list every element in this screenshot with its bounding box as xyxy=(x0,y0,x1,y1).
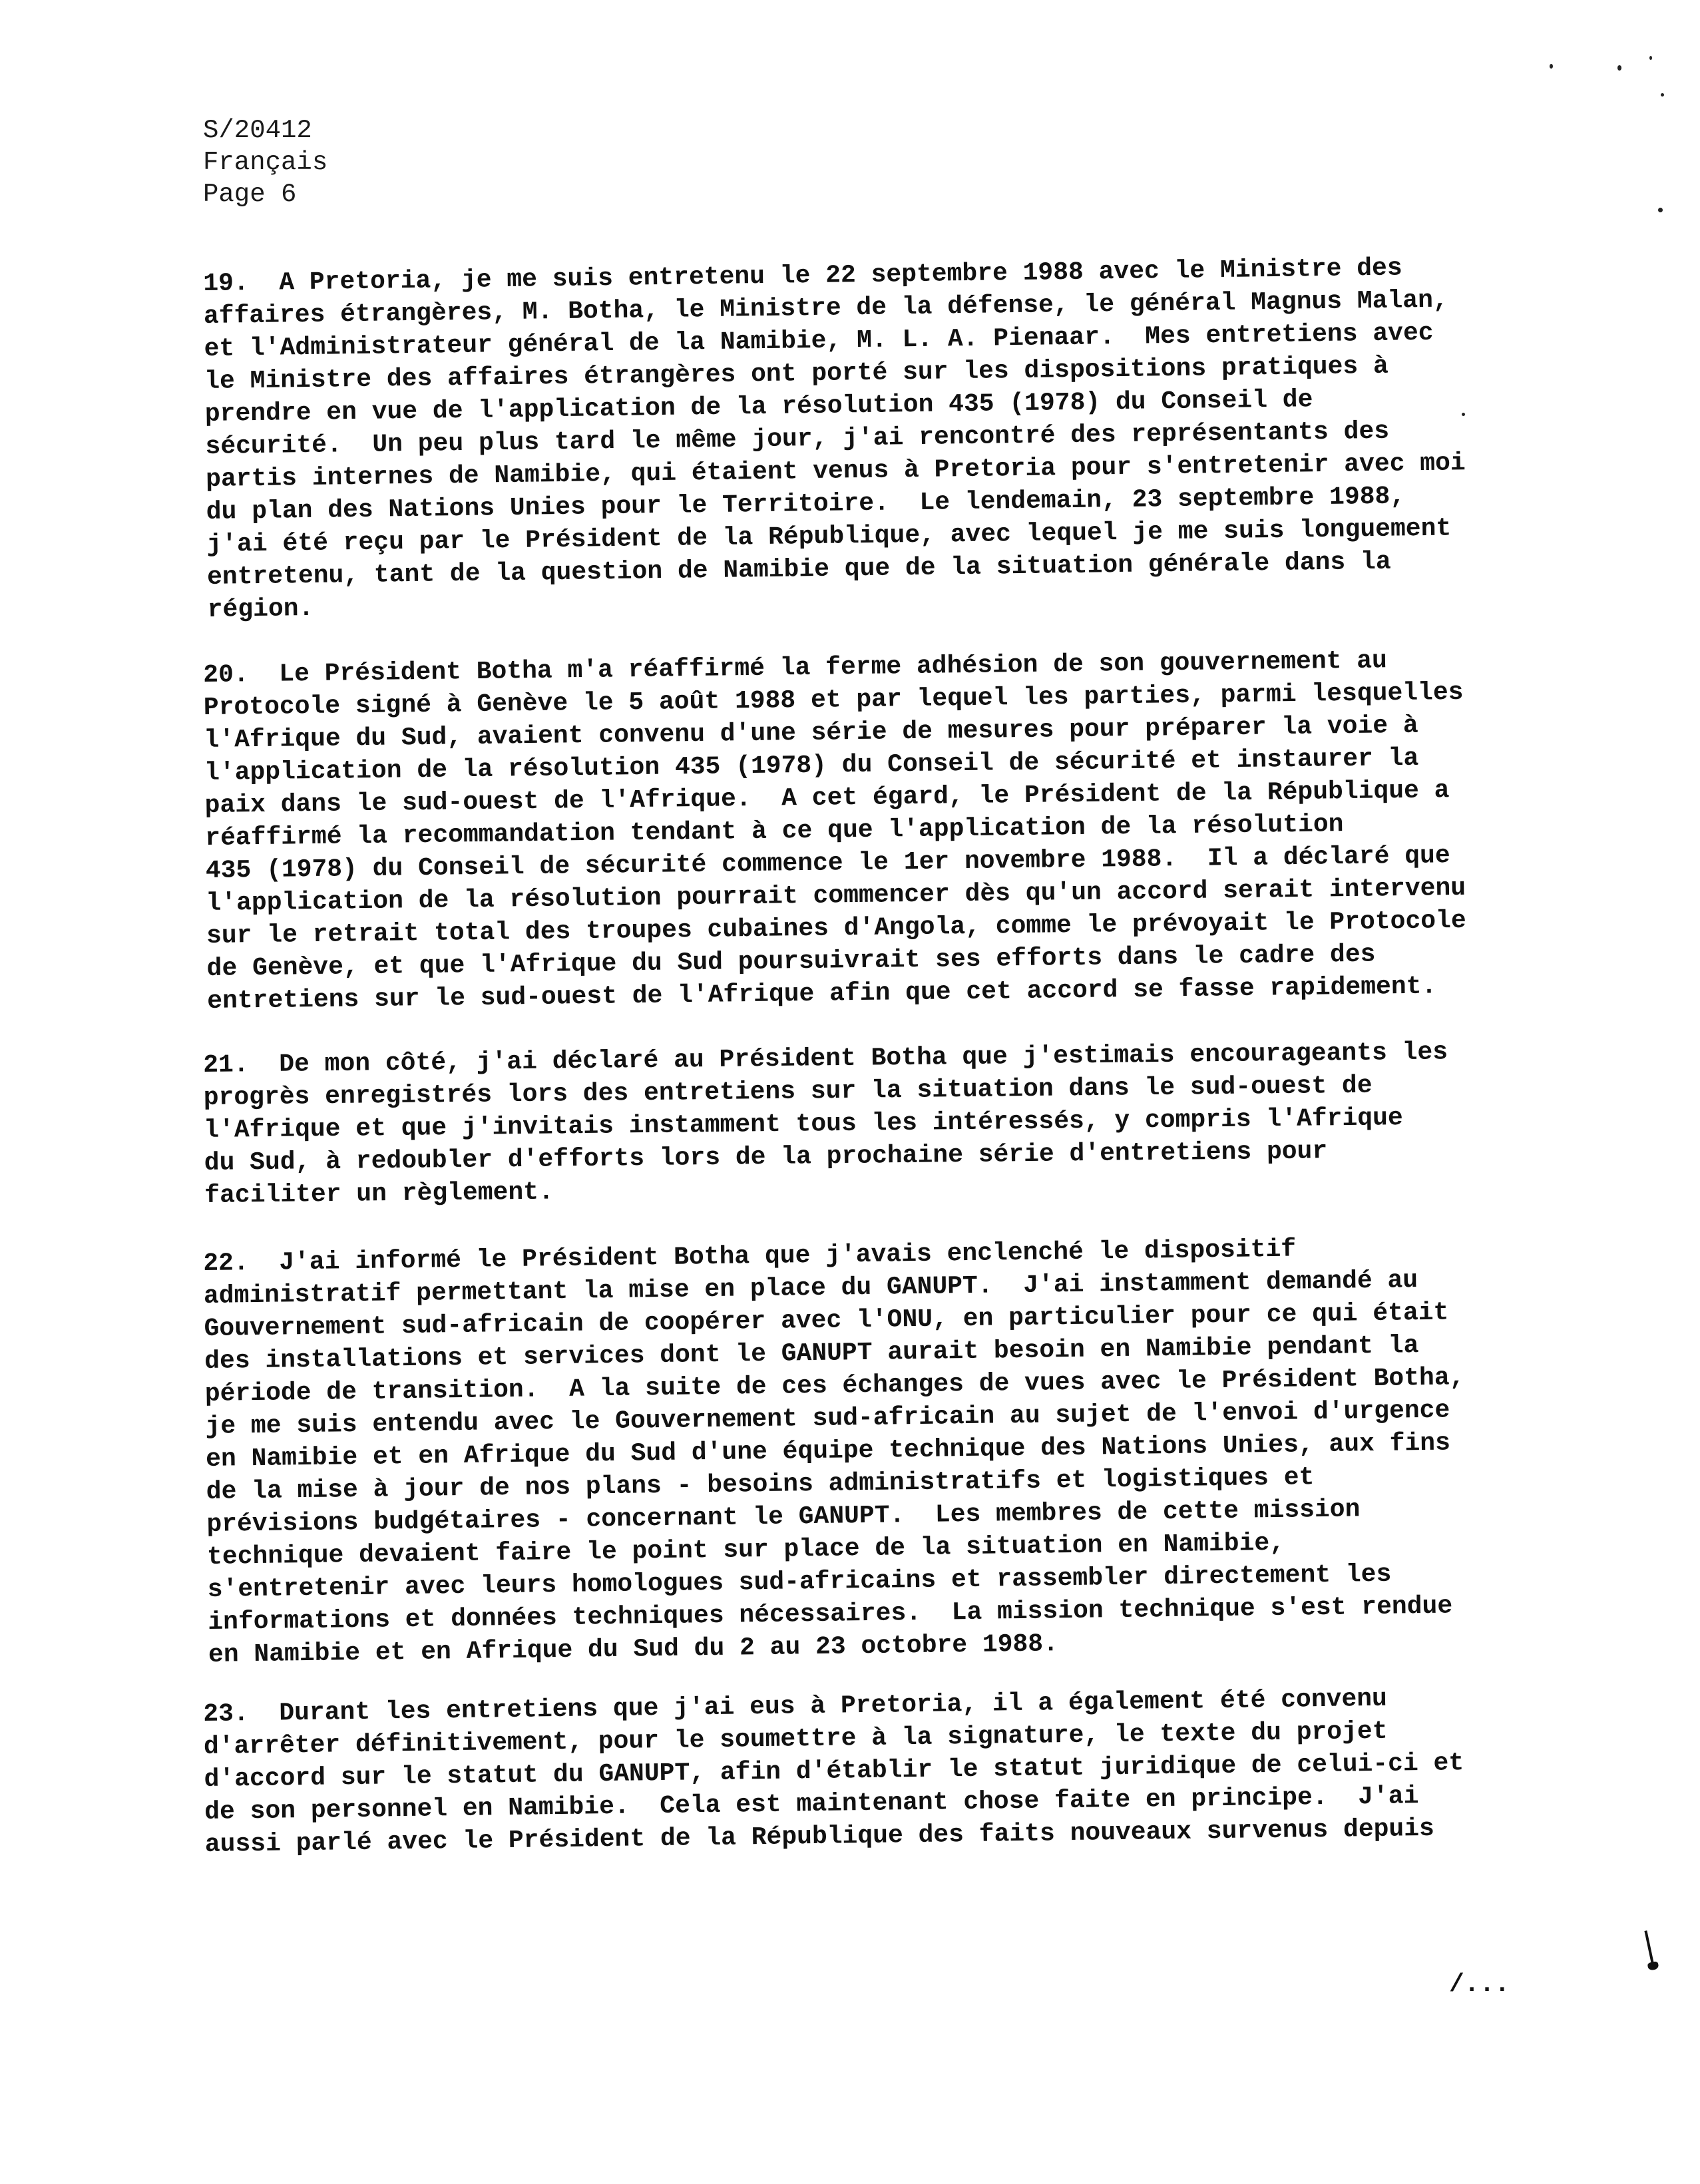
text-line: de son personnel en Namibie. Cela est maintenant chose faite en principe. J'ai xyxy=(204,1782,1419,1827)
text-line: partis internes de Namibie, qui étaient venus à Pretoria pour s'entretenir avec moi xyxy=(205,449,1466,494)
text-line: sécurité. Un peu plus tard le même jour, j'ai rencontré des représentants des xyxy=(205,417,1390,461)
text-line: informations et données techniques nécessaires. La mission technique s'est rendue xyxy=(208,1592,1453,1637)
text-line: d'accord sur le statut du GANUPT, afin d'établir le statut juridique de celui-ci et xyxy=(204,1749,1464,1794)
paragraph-20 xyxy=(203,643,1505,1018)
text-line: l'Afrique et que j'invitais instamment tous les intéressés, y compris l'Afrique xyxy=(204,1104,1403,1145)
document-symbol: S/20412 xyxy=(203,116,312,145)
text-line: prendre en vue de l'application de la résolution 435 (1978) du Conseil de xyxy=(204,385,1313,429)
text-line: de la mise à jour de nos plans - besoins administratifs et logistiques et xyxy=(206,1463,1315,1506)
paragraph-22 xyxy=(203,1230,1506,1671)
text-line: du plan des Nations Unies pour le Territoire. Le lendemain, 23 septembre 1988, xyxy=(206,482,1406,527)
text-line: 21. De mon côté, j'ai déclaré au Président Botha que j'estimais encourageants les xyxy=(203,1038,1448,1080)
paragraph-21 xyxy=(203,1036,1502,1212)
text-line: réaffirmé la recommandation tendant à ce que l'application de la résolution xyxy=(205,810,1344,853)
scan-speck xyxy=(1462,413,1465,416)
text-line: d'arrêter définitivement, pour le soumettre à la signature, le texte du projet xyxy=(203,1717,1388,1761)
scan-stroke-mark xyxy=(1644,1930,1654,1966)
continuation-marker: /... xyxy=(1449,1970,1510,1999)
text-line: Protocole signé à Genève le 5 août 1988 et par lequel les parties, parmi lesquelles xyxy=(203,678,1464,722)
text-line: progrès enregistrés lors des entretiens sur la situation dans le sud-ouest de xyxy=(203,1071,1373,1112)
text-line: 23. Durant les entretiens que j'ai eus à Pretoria, il a également été convenu xyxy=(203,1684,1388,1729)
scan-speck xyxy=(1550,64,1553,69)
text-line: affaires étrangères, M. Botha, le Ministre de la défense, le général Magnus Malan, xyxy=(203,286,1448,331)
text-line: faciliter un règlement. xyxy=(204,1178,554,1210)
text-line: prévisions budgétaires - concernant le GANUPT. Les membres de cette mission xyxy=(206,1495,1361,1539)
text-line: en Namibie et en Afrique du Sud d'une équipe technique des Nations Unies, aux fins xyxy=(205,1428,1451,1474)
text-line: paix dans le sud-ouest de l'Afrique. A cet égard, le Président de la République a xyxy=(204,776,1450,820)
text-line: période de transition. A la suite de ces échanges de vues avec le Président Botha, xyxy=(204,1363,1465,1409)
text-line: l'Afrique du Sud, avaient convenu d'une série de mesures pour préparer la voie à xyxy=(204,711,1418,755)
text-line: administratif permettant la mise en place du GANUPT. J'ai instamment demandé au xyxy=(203,1266,1418,1311)
document-header xyxy=(203,114,327,210)
paragraph-19 xyxy=(203,250,1506,626)
document-language: Français xyxy=(203,148,328,177)
text-line: je me suis entendu avec le Gouvernement sud-africain au sujet de l'envoi d'urgence xyxy=(205,1396,1450,1441)
text-line: le Ministre des affaires étrangères ont porté sur les dispositions pratiques à xyxy=(204,351,1389,396)
scan-speck xyxy=(1617,65,1621,71)
text-line: sur le retrait total des troupes cubaines d'Angola, comme le prévoyait le Protocole xyxy=(206,906,1466,951)
text-line: 435 (1978) du Conseil de sécurité commence le 1er novembre 1988. Il a déclaré que xyxy=(205,841,1450,885)
text-line: de Genève, et que l'Afrique du Sud poursuivrait ses efforts dans le cadre des xyxy=(206,940,1376,983)
text-line: entretiens sur le sud-ouest de l'Afrique afin que cet accord se fasse rapidement. xyxy=(207,972,1437,1016)
text-line: s'entretenir avec leurs homologues sud-africains et rassembler directement les xyxy=(207,1560,1392,1604)
scan-speck xyxy=(1649,56,1652,60)
scan-speck xyxy=(1661,93,1664,97)
scan-speck xyxy=(1658,208,1663,212)
text-line: des installations et services dont le GANUPT aurait besoin en Namibie pendant la xyxy=(204,1331,1419,1376)
text-line: entretenu, tant de la question de Namibie que de la situation générale dans la xyxy=(206,547,1391,592)
text-line: l'application de la résolution 435 (1978) du Conseil de sécurité et instaurer la xyxy=(204,744,1419,787)
text-line: j'ai été reçu par le Président de la République, avec lequel je me suis longuement xyxy=(206,514,1452,559)
text-line: 20. Le Président Botha m'a réaffirmé la ferme adhésion de son gouvernement au xyxy=(203,646,1388,690)
text-line: région. xyxy=(207,594,314,624)
text-line: 19. A Pretoria, je me suis entretenu le 22 septembre 1988 avec le Ministre des xyxy=(203,254,1402,298)
text-line: 22. J'ai informé le Président Botha que j'avais enclenché le dispositif xyxy=(203,1235,1297,1278)
text-line: et l'Administrateur général de la Namibie, M. L. A. Pienaar. Mes entretiens avec xyxy=(204,318,1434,363)
text-line: aussi parlé avec le Président de la République des faits nouveaux survenus depuis xyxy=(204,1814,1435,1859)
paragraph-23 xyxy=(203,1681,1503,1861)
text-line: technique devaient faire le point sur place de la situation en Namibie, xyxy=(206,1528,1285,1572)
text-line: l'application de la résolution pourrait commencer dès qu'un accord serait intervenu xyxy=(206,873,1466,918)
text-line: Gouvernement sud-africain de coopérer avec l'ONU, en particulier pour ce qui était xyxy=(204,1298,1449,1343)
page-number: Page 6 xyxy=(203,180,297,209)
text-line: du Sud, à redoubler d'efforts lors de la prochaine série d'entretiens pour xyxy=(204,1137,1328,1178)
text-line: en Namibie et en Afrique du Sud du 2 au 23 octobre 1988. xyxy=(208,1630,1059,1669)
